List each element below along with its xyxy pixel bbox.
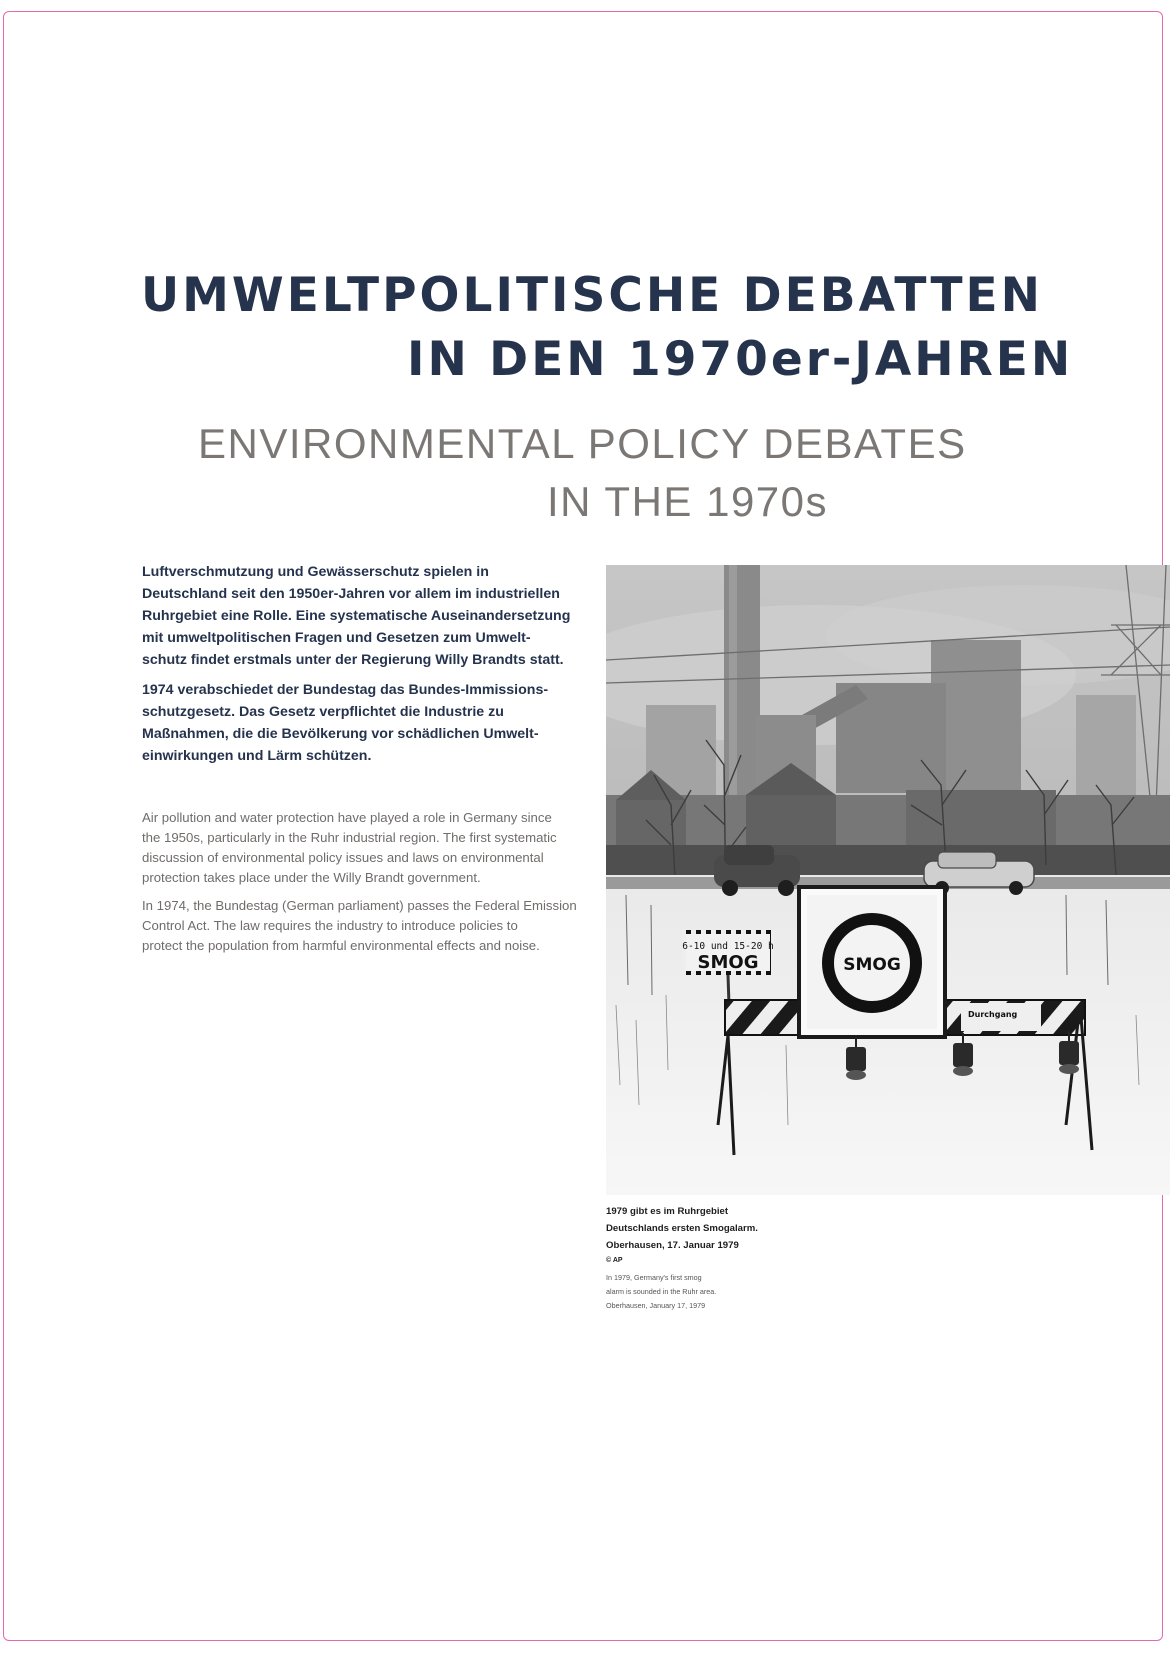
big-sign-smog: SMOG [843, 955, 901, 975]
text-line: 1974 verabschiedet der Bundestag das Bundes-Immissions- [142, 682, 549, 698]
english-title-line-2: IN THE 1970s [547, 478, 829, 525]
smog-alarm-photo [606, 565, 1170, 1195]
caption-line: Deutschlands ersten Smogalarm. [606, 1223, 758, 1234]
text-line: Deutschland seit den 1950er-Jahren vor allem im industriellen [142, 586, 560, 602]
german-text-block [142, 561, 582, 775]
small-sign-smog: SMOG [697, 952, 759, 973]
small-sign-hours: 6-10 und 15-20 h [682, 941, 774, 952]
german-paragraph-2 [142, 679, 582, 767]
text-line: In 1974, the Bundestag (German parliament) passes the Federal Emission [142, 898, 577, 913]
caption-line: In 1979, Germany's first smog [606, 1273, 702, 1282]
german-paragraph-1 [142, 561, 582, 671]
english-paragraph-1 [142, 808, 582, 888]
caption-line: Oberhausen, January 17, 1979 [606, 1301, 706, 1310]
photo-caption [606, 1203, 906, 1313]
text-line: Ruhrgebiet eine Rolle. Eine systematische Auseinandersetzung [142, 608, 571, 624]
barrier-label: Durchgang [968, 1010, 1018, 1019]
text-line: schutz findet erstmals unter der Regierung Willy Brandts statt. [142, 652, 564, 668]
caption-line: Oberhausen, 17. Januar 1979 [606, 1240, 739, 1251]
text-line: the 1950s, particularly in the Ruhr industrial region. The first systematic [142, 830, 557, 845]
text-line: Maßnahmen, die die Bevölkerung vor schädlichen Umwelt- [142, 726, 539, 742]
english-paragraph-2 [142, 896, 582, 956]
text-line: discussion of environmental policy issues and laws on environmental [142, 850, 544, 865]
text-line: schutzgesetz. Das Gesetz verpflichtet die Industrie zu [142, 704, 504, 720]
caption-german [606, 1203, 906, 1254]
text-line: Control Act. The law requires the industry to introduce policies to [142, 918, 518, 933]
text-line: mit umweltpolitischen Fragen und Gesetzen zum Umwelt- [142, 630, 531, 646]
english-title-line-1: ENVIRONMENTAL POLICY DEBATES [198, 420, 967, 467]
caption-line: alarm is sounded in the Ruhr area. [606, 1287, 717, 1296]
text-line: protect the population from harmful environmental effects and noise. [142, 938, 540, 953]
text-line: Air pollution and water protection have played a role in Germany since [142, 810, 552, 825]
german-title-line-2: IN DEN 1970er-JAHREN [407, 332, 1074, 387]
text-line: Luftverschmutzung und Gewässerschutz spielen in [142, 564, 489, 580]
text-line: protection takes place under the Willy Brandt government. [142, 870, 481, 885]
german-title-line-1: UMWELTPOLITISCHE DEBATTEN [141, 268, 1043, 323]
text-line: einwirkungen und Lärm schützen. [142, 748, 372, 764]
caption-english [606, 1271, 906, 1313]
english-text-block [142, 808, 582, 964]
photo-credit: © AP [606, 1257, 623, 1264]
caption-line: 1979 gibt es im Ruhrgebiet [606, 1206, 729, 1217]
